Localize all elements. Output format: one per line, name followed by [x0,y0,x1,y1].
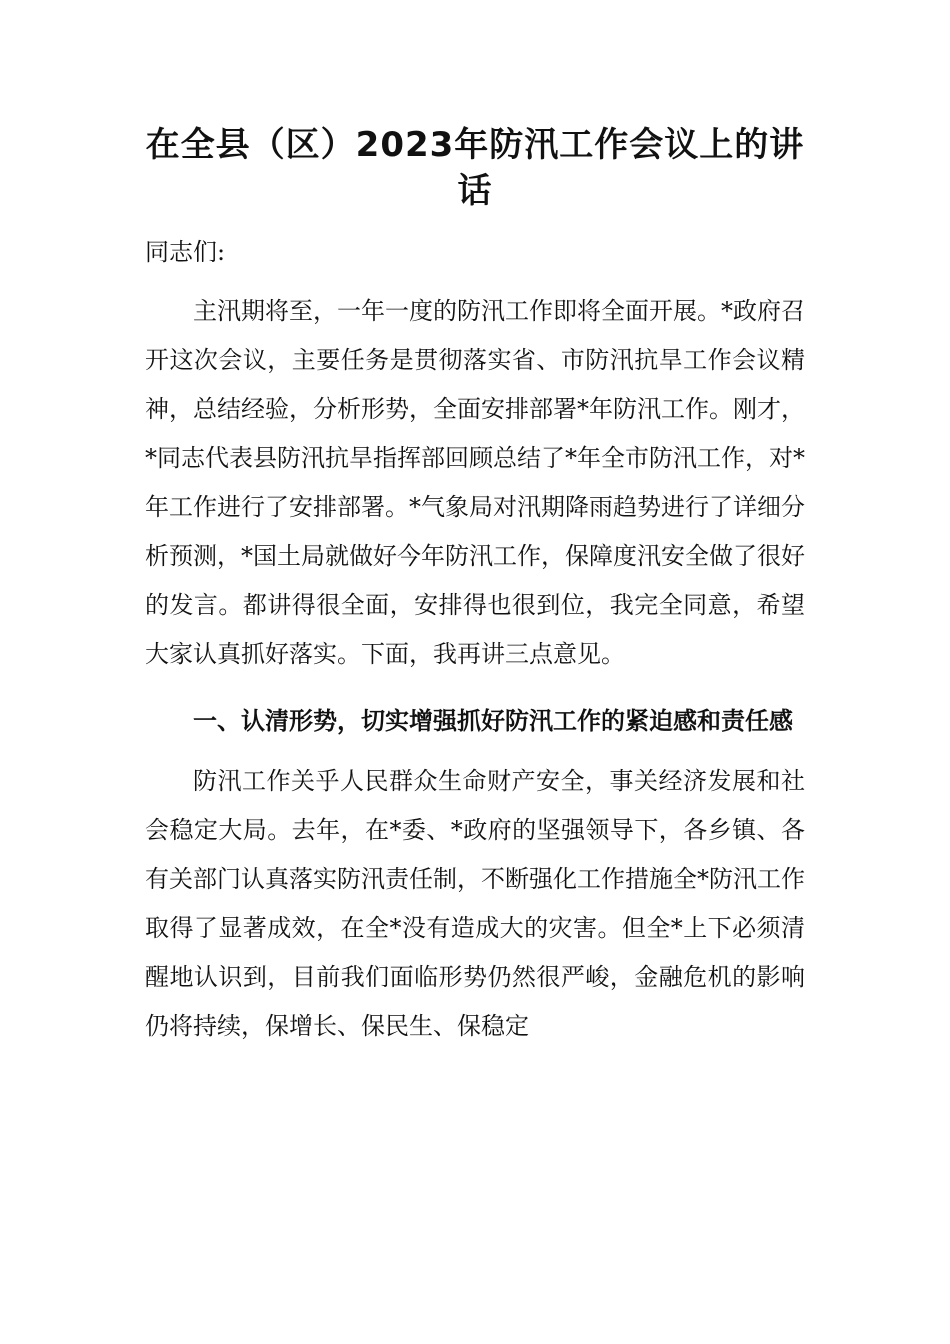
document-body [145,228,805,1051]
section-1-paragraph: 防汛工作关乎人民群众生命财产安全，事关经济发展和社会稳定大局。去年，在*委、*政府的坚强领导下，各乡镇、各有关部门认真落实防汛责任制，不断强化工作措施全*防汛工作取得了显著成效，在全*没有造成大的灾害。但全*上下必须清醒地认识到，目前我们面临形势仍然很严峻，金融危机的影响仍将持续，保增长、保民生、保稳定 [145,767,805,1040]
document-title: 在全县（区）2023年防汛工作会议上的讲话 [145,125,805,211]
salutation: 同志们: [145,238,226,266]
opening-paragraph: 主汛期将至，一年一度的防汛工作即将全面开展。*政府召开这次会议，主要任务是贯彻落实省、市防汛抗旱工作会议精神，总结经验，分析形势，全面安排部署*年防汛工作。刚才，*同志代表县防汛抗旱指挥部回顾总结了*年全市防汛工作，对*年工作进行了安排部署。*气象局对汛期降雨趋势进行了详细分析预测，*国土局就做好今年防汛工作，保障度汛安全做了很好的发言。都讲得很全面，安排得也很到位，我完全同意，希望大家认真抓好落实。下面，我再讲三点意见。 [145,297,805,668]
section-heading-1: 一、认清形势，切实增强抓好防汛工作的紧迫感和责任感 [193,707,793,735]
